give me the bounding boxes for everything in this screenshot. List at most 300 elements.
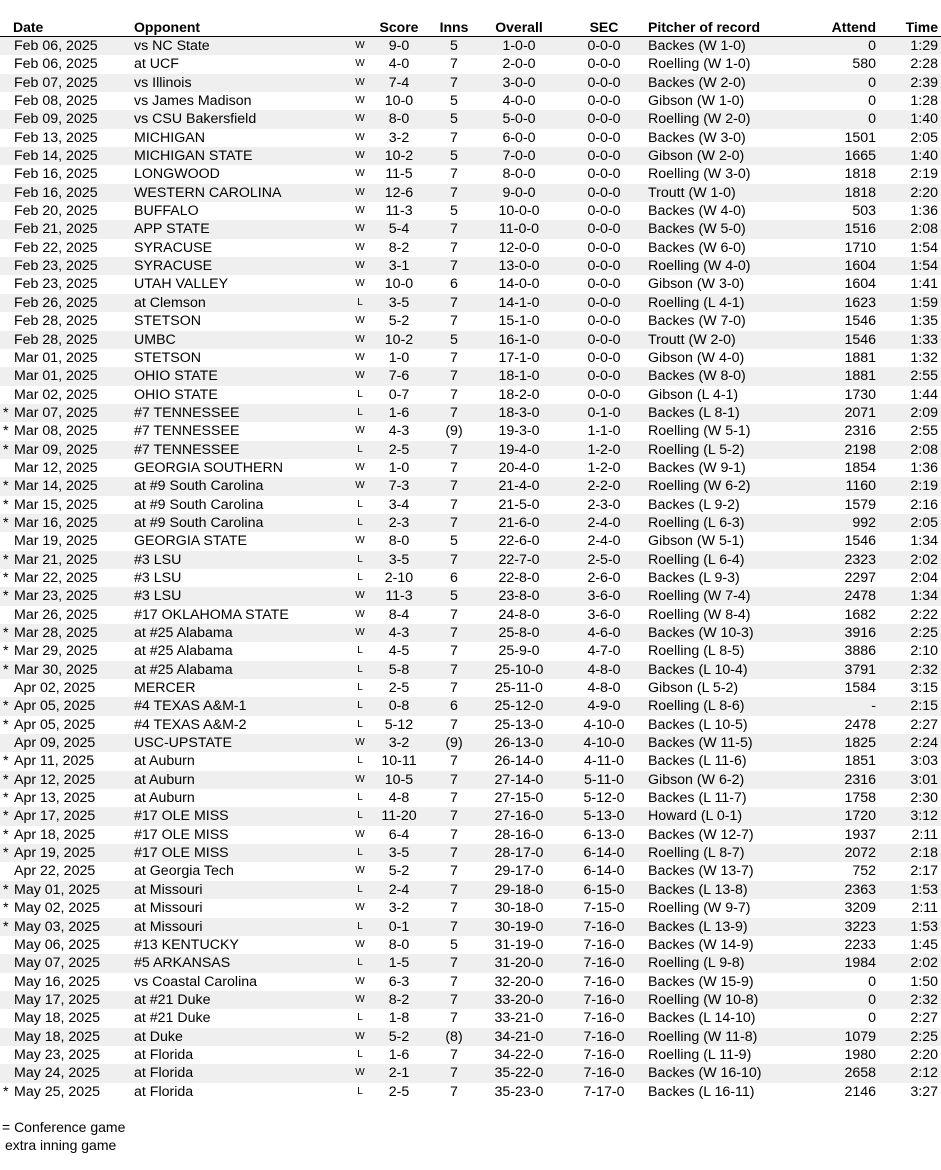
cell-overall: 21-4-0 bbox=[498, 478, 540, 495]
cell-result: W bbox=[355, 461, 365, 473]
cell-score: 3-5 bbox=[388, 294, 410, 311]
cell-opponent: USC-UPSTATE bbox=[134, 735, 233, 752]
cell-attendance: 1730 bbox=[844, 386, 876, 403]
header-time: Time bbox=[905, 19, 938, 35]
cell-result: W bbox=[355, 370, 365, 382]
cell-score: 0-8 bbox=[388, 698, 410, 715]
cell-pitcher: Backes (L 16-11) bbox=[648, 1083, 755, 1100]
cell-pitcher: Backes (W 3-0) bbox=[648, 129, 746, 146]
cell-score: 7-6 bbox=[388, 368, 410, 385]
table-row bbox=[0, 697, 941, 715]
cell-time: 2:10 bbox=[910, 643, 938, 660]
cell-time: 2:19 bbox=[910, 166, 938, 183]
cell-score: 11-3 bbox=[385, 588, 413, 605]
cell-conference-mark: * bbox=[3, 441, 9, 458]
table-row bbox=[0, 496, 941, 514]
cell-sec: 6-15-0 bbox=[583, 881, 625, 898]
cell-date: Mar 26, 2025 bbox=[14, 606, 98, 623]
cell-sec: 7-16-0 bbox=[583, 1028, 625, 1045]
table-row bbox=[0, 1009, 941, 1027]
cell-attendance: 0 bbox=[868, 1010, 876, 1027]
cell-attendance: 1501 bbox=[844, 129, 876, 146]
cell-innings: 7 bbox=[450, 753, 458, 770]
cell-result: L bbox=[357, 571, 363, 583]
cell-sec: 5-12-0 bbox=[583, 790, 625, 807]
legend-conference: = Conference game bbox=[2, 1119, 126, 1135]
cell-innings: 7 bbox=[450, 459, 458, 476]
header-date: Date bbox=[13, 19, 44, 35]
cell-result: W bbox=[355, 1030, 365, 1042]
cell-opponent: at #9 South Carolina bbox=[134, 478, 264, 495]
cell-result: W bbox=[355, 76, 365, 88]
cell-innings: 7 bbox=[450, 514, 458, 531]
cell-sec: 4-10-0 bbox=[583, 735, 625, 752]
cell-conference-mark: * bbox=[3, 588, 9, 605]
cell-innings: 7 bbox=[450, 1046, 458, 1063]
cell-pitcher: Backes (W 16-10) bbox=[648, 1065, 762, 1082]
cell-attendance: 992 bbox=[852, 514, 876, 531]
cell-innings: 7 bbox=[450, 863, 458, 880]
cell-time: 2:28 bbox=[910, 56, 938, 73]
cell-sec: 2-3-0 bbox=[587, 496, 621, 513]
cell-overall: 31-19-0 bbox=[494, 936, 544, 953]
cell-opponent: vs James Madison bbox=[134, 93, 252, 110]
cell-attendance: 1984 bbox=[844, 955, 876, 972]
cell-sec: 6-14-0 bbox=[583, 863, 625, 880]
cell-result: L bbox=[357, 516, 363, 528]
table-row bbox=[0, 74, 941, 92]
table-row bbox=[0, 881, 941, 899]
cell-attendance: 0 bbox=[868, 111, 876, 128]
cell-date: May 07, 2025 bbox=[14, 955, 100, 972]
cell-date: May 02, 2025 bbox=[14, 900, 100, 917]
cell-innings: 7 bbox=[450, 900, 458, 917]
cell-innings: 7 bbox=[450, 826, 458, 843]
table-row bbox=[0, 331, 941, 349]
cell-time: 2:30 bbox=[910, 790, 938, 807]
cell-opponent: #3 LSU bbox=[134, 551, 182, 568]
cell-innings: 7 bbox=[450, 496, 458, 513]
cell-innings: 7 bbox=[450, 551, 458, 568]
cell-score: 10-2 bbox=[384, 331, 414, 348]
cell-pitcher: Backes (L 11-7) bbox=[648, 790, 747, 807]
cell-overall: 18-2-0 bbox=[498, 386, 540, 403]
table-row bbox=[0, 92, 941, 110]
cell-innings: 7 bbox=[450, 918, 458, 935]
cell-date: Feb 28, 2025 bbox=[14, 313, 98, 330]
cell-innings: 7 bbox=[450, 716, 458, 733]
cell-score: 1-0 bbox=[388, 349, 410, 366]
cell-time: 1:53 bbox=[910, 881, 938, 898]
cell-attendance: 2478 bbox=[844, 716, 876, 733]
cell-score: 9-0 bbox=[388, 38, 410, 54]
cell-sec: 5-11-0 bbox=[584, 771, 624, 788]
cell-score: 2-4 bbox=[388, 881, 410, 898]
cell-date: Feb 20, 2025 bbox=[14, 203, 98, 220]
cell-innings: 7 bbox=[450, 680, 458, 697]
cell-pitcher: Backes (W 7-0) bbox=[648, 313, 746, 330]
cell-result: W bbox=[355, 425, 365, 437]
cell-score: 2-5 bbox=[388, 1083, 410, 1100]
cell-time: 3:15 bbox=[910, 680, 938, 697]
cell-overall: 25-10-0 bbox=[494, 661, 544, 678]
cell-conference-mark: * bbox=[3, 790, 9, 807]
table-row bbox=[0, 569, 941, 587]
cell-time: 2:19 bbox=[910, 478, 938, 495]
cell-date: Apr 12, 2025 bbox=[14, 771, 96, 788]
table-row bbox=[0, 404, 941, 422]
cell-pitcher: Backes (L 10-4) bbox=[648, 661, 748, 678]
cell-result: W bbox=[355, 223, 365, 235]
cell-sec: 7-16-0 bbox=[583, 918, 625, 935]
cell-result: L bbox=[357, 957, 363, 969]
cell-score: 5-4 bbox=[388, 221, 410, 238]
cell-sec: 0-0-0 bbox=[587, 111, 621, 128]
cell-conference-mark: * bbox=[3, 900, 9, 917]
cell-opponent: #4 TEXAS A&M-1 bbox=[134, 698, 247, 715]
cell-time: 1:41 bbox=[910, 276, 938, 293]
cell-innings: 7 bbox=[450, 74, 458, 91]
cell-score: 2-5 bbox=[388, 441, 410, 458]
cell-opponent: #7 TENNESSEE bbox=[134, 441, 240, 458]
cell-opponent: OHIO STATE bbox=[134, 386, 218, 403]
cell-overall: 25-12-0 bbox=[494, 698, 544, 715]
cell-sec: 7-16-0 bbox=[583, 955, 625, 972]
table-row bbox=[0, 459, 941, 477]
cell-score: 7-3 bbox=[388, 478, 410, 495]
cell-score: 4-0 bbox=[388, 56, 410, 73]
cell-result: L bbox=[357, 920, 363, 932]
header-opponent: Opponent bbox=[134, 19, 201, 35]
cell-opponent: at #25 Alabama bbox=[134, 643, 233, 660]
cell-result: W bbox=[355, 315, 365, 327]
cell-attendance: 2146 bbox=[844, 1083, 876, 1100]
cell-opponent: at Auburn bbox=[134, 790, 195, 807]
cell-result: W bbox=[355, 95, 365, 107]
cell-pitcher: Backes (W 15-9) bbox=[648, 973, 754, 990]
cell-pitcher: Roelling (L 4-1) bbox=[648, 294, 745, 311]
header-score: Score bbox=[379, 19, 419, 35]
cell-overall: 26-14-0 bbox=[494, 753, 544, 770]
table-row bbox=[0, 477, 941, 495]
cell-sec: 7-16-0 bbox=[583, 1010, 625, 1027]
table-row bbox=[0, 220, 941, 238]
cell-opponent: GEORGIA SOUTHERN bbox=[134, 459, 283, 476]
cell-date: May 06, 2025 bbox=[14, 936, 100, 953]
cell-time: 2:17 bbox=[910, 863, 938, 880]
table-row bbox=[0, 899, 941, 917]
table-row bbox=[0, 826, 941, 844]
cell-overall: 35-23-0 bbox=[494, 1083, 544, 1100]
cell-time: 1:54 bbox=[910, 258, 938, 275]
cell-opponent: at Clemson bbox=[134, 294, 206, 311]
cell-score: 11-5 bbox=[385, 166, 413, 183]
cell-result: L bbox=[357, 810, 363, 822]
cell-sec: 7-15-0 bbox=[583, 900, 625, 917]
cell-date: May 03, 2025 bbox=[14, 918, 100, 935]
cell-sec: 6-14-0 bbox=[583, 845, 625, 862]
cell-overall: 26-13-0 bbox=[494, 735, 544, 752]
table-row bbox=[0, 661, 941, 679]
cell-overall: 28-16-0 bbox=[494, 826, 544, 843]
cell-date: Apr 13, 2025 bbox=[14, 790, 96, 807]
cell-opponent: #17 OLE MISS bbox=[134, 845, 229, 862]
cell-time: 2:08 bbox=[910, 221, 938, 238]
cell-pitcher: Roelling (W 8-4) bbox=[648, 606, 751, 623]
cell-opponent: OHIO STATE bbox=[134, 368, 218, 385]
table-row bbox=[0, 532, 941, 550]
cell-opponent: at #21 Duke bbox=[134, 1010, 211, 1027]
cell-overall: 14-1-0 bbox=[498, 294, 540, 311]
cell-sec: 0-0-0 bbox=[587, 184, 621, 201]
table-body bbox=[0, 37, 941, 1101]
cell-time: 2:55 bbox=[910, 368, 938, 385]
cell-date: Mar 29, 2025 bbox=[14, 643, 98, 660]
cell-result: L bbox=[357, 682, 363, 694]
cell-innings: 5 bbox=[450, 533, 458, 550]
cell-pitcher: Roelling (L 8-5) bbox=[648, 643, 745, 660]
table-row bbox=[0, 918, 941, 936]
cell-sec: 0-0-0 bbox=[587, 349, 621, 366]
cell-attendance: 3209 bbox=[844, 900, 876, 917]
cell-opponent: at Auburn bbox=[134, 771, 195, 788]
table-row bbox=[0, 936, 941, 954]
cell-score: 4-3 bbox=[388, 423, 410, 440]
cell-pitcher: Gibson (L 5-2) bbox=[648, 680, 739, 697]
cell-result: L bbox=[357, 406, 363, 418]
cell-opponent: SYRACUSE bbox=[134, 258, 213, 275]
cell-attendance: 1818 bbox=[844, 184, 876, 201]
cell-pitcher: Roelling (W 10-8) bbox=[648, 991, 759, 1008]
cell-innings: 6 bbox=[450, 698, 458, 715]
cell-result: L bbox=[357, 1012, 363, 1024]
cell-result: W bbox=[355, 608, 365, 620]
cell-score: 5-8 bbox=[388, 661, 410, 678]
cell-attendance: 1937 bbox=[844, 826, 876, 843]
cell-result: W bbox=[355, 975, 365, 987]
cell-attendance: 1160 bbox=[845, 478, 876, 495]
cell-sec: 1-2-0 bbox=[587, 441, 621, 458]
cell-date: Feb 06, 2025 bbox=[14, 38, 98, 54]
cell-date: Feb 28, 2025 bbox=[14, 331, 98, 348]
cell-conference-mark: * bbox=[3, 698, 9, 715]
cell-overall: 22-8-0 bbox=[498, 569, 540, 586]
cell-date: Apr 05, 2025 bbox=[14, 716, 96, 733]
cell-date: Feb 22, 2025 bbox=[14, 239, 98, 256]
cell-time: 1:54 bbox=[910, 239, 938, 256]
table-row bbox=[0, 642, 941, 660]
cell-time: 2:27 bbox=[910, 716, 938, 733]
cell-time: 2:32 bbox=[910, 661, 938, 678]
cell-overall: 1-0-0 bbox=[502, 38, 536, 54]
cell-overall: 6-0-0 bbox=[502, 129, 536, 146]
cell-attendance: 1881 bbox=[844, 368, 876, 385]
cell-score: 3-4 bbox=[388, 496, 410, 513]
cell-score: 10-2 bbox=[384, 148, 414, 165]
cell-opponent: at Florida bbox=[134, 1065, 194, 1082]
cell-result: L bbox=[357, 718, 363, 730]
cell-conference-mark: * bbox=[3, 625, 9, 641]
cell-overall: 21-6-0 bbox=[498, 514, 540, 531]
cell-attendance: 2316 bbox=[844, 771, 876, 788]
cell-date: May 23, 2025 bbox=[14, 1046, 100, 1063]
cell-innings: (8) bbox=[445, 1028, 463, 1045]
cell-overall: 34-21-0 bbox=[494, 1028, 544, 1045]
cell-conference-mark: * bbox=[3, 808, 9, 825]
cell-score: 3-2 bbox=[388, 735, 410, 752]
cell-conference-mark: * bbox=[3, 1083, 9, 1100]
cell-date: Mar 02, 2025 bbox=[14, 386, 98, 403]
cell-innings: 5 bbox=[450, 936, 458, 953]
cell-sec: 0-0-0 bbox=[587, 129, 621, 146]
cell-result: W bbox=[355, 58, 365, 70]
cell-opponent: STETSON bbox=[134, 349, 202, 366]
table-row bbox=[0, 679, 941, 697]
cell-sec: 5-13-0 bbox=[583, 808, 625, 825]
cell-innings: 7 bbox=[450, 973, 458, 990]
cell-sec: 2-2-0 bbox=[587, 478, 621, 495]
cell-score: 11-20 bbox=[381, 808, 417, 825]
cell-date: Apr 09, 2025 bbox=[14, 735, 96, 752]
cell-innings: 7 bbox=[450, 386, 458, 403]
table-row bbox=[0, 37, 941, 55]
cell-opponent: #3 LSU bbox=[134, 588, 182, 605]
cell-pitcher: Gibson (W 5-1) bbox=[648, 533, 745, 550]
cell-date: May 25, 2025 bbox=[14, 1083, 100, 1100]
cell-attendance: 580 bbox=[852, 56, 876, 73]
cell-innings: 5 bbox=[450, 203, 458, 220]
table-row bbox=[0, 239, 941, 257]
cell-overall: 12-0-0 bbox=[498, 239, 540, 256]
table-row bbox=[0, 165, 941, 183]
table-row bbox=[0, 184, 941, 202]
cell-time: 2:09 bbox=[910, 404, 938, 421]
cell-pitcher: Backes (W 14-9) bbox=[648, 936, 754, 953]
cell-innings: 7 bbox=[450, 313, 458, 330]
cell-attendance: 1623 bbox=[844, 294, 876, 311]
cell-conference-mark: * bbox=[3, 716, 9, 733]
cell-result: W bbox=[355, 590, 365, 602]
cell-time: 2:16 bbox=[910, 496, 938, 513]
cell-date: Mar 01, 2025 bbox=[14, 368, 98, 385]
cell-conference-mark: * bbox=[3, 753, 9, 770]
cell-innings: 5 bbox=[450, 111, 458, 128]
cell-time: 1:33 bbox=[910, 331, 938, 348]
header-overall: Overall bbox=[495, 19, 543, 35]
cell-score: 5-12 bbox=[384, 716, 414, 733]
cell-attendance: 2072 bbox=[844, 845, 876, 862]
cell-opponent: GEORGIA STATE bbox=[134, 533, 247, 550]
legend-extra-inning: extra inning game bbox=[5, 1137, 117, 1153]
cell-time: 2:18 bbox=[910, 845, 938, 862]
cell-result: L bbox=[357, 755, 363, 767]
cell-time: 2:20 bbox=[910, 1046, 938, 1063]
cell-innings: 7 bbox=[450, 239, 458, 256]
cell-date: Mar 22, 2025 bbox=[14, 569, 98, 586]
cell-innings: 7 bbox=[450, 881, 458, 898]
table-row bbox=[0, 734, 941, 752]
cell-sec: 0-0-0 bbox=[587, 166, 621, 183]
cell-score: 3-2 bbox=[388, 129, 410, 146]
cell-date: Feb 16, 2025 bbox=[14, 166, 98, 183]
cell-opponent: #17 OLE MISS bbox=[134, 808, 229, 825]
cell-attendance: 2297 bbox=[844, 569, 876, 586]
cell-time: 2:04 bbox=[910, 569, 938, 586]
cell-pitcher: Roelling (W 11-8) bbox=[648, 1028, 758, 1045]
cell-date: Apr 05, 2025 bbox=[14, 698, 96, 715]
cell-overall: 18-3-0 bbox=[498, 404, 540, 421]
cell-overall: 31-20-0 bbox=[494, 955, 544, 972]
cell-conference-mark: * bbox=[3, 826, 9, 843]
cell-sec: 0-0-0 bbox=[587, 313, 621, 330]
cell-time: 2:02 bbox=[910, 551, 938, 568]
cell-innings: 7 bbox=[450, 1083, 458, 1100]
cell-time: 2:02 bbox=[910, 955, 938, 972]
table-row bbox=[0, 202, 941, 220]
cell-date: Apr 02, 2025 bbox=[14, 680, 96, 697]
cell-attendance: 3886 bbox=[844, 643, 876, 660]
cell-attendance: 503 bbox=[852, 203, 876, 220]
cell-innings: 7 bbox=[450, 221, 458, 238]
cell-attendance: - bbox=[871, 698, 876, 715]
table-row bbox=[0, 587, 941, 605]
cell-pitcher: Backes (L 14-10) bbox=[648, 1010, 756, 1027]
cell-result: W bbox=[355, 168, 365, 180]
cell-attendance: 0 bbox=[868, 973, 876, 990]
cell-score: 4-8 bbox=[388, 790, 410, 807]
cell-attendance: 1758 bbox=[844, 790, 876, 807]
cell-result: W bbox=[355, 993, 365, 1005]
cell-pitcher: Troutt (W 1-0) bbox=[648, 184, 736, 201]
cell-time: 3:03 bbox=[910, 753, 938, 770]
cell-overall: 29-17-0 bbox=[494, 863, 544, 880]
cell-time: 2:11 bbox=[911, 900, 938, 917]
cell-score: 6-4 bbox=[388, 826, 410, 843]
cell-sec: 0-0-0 bbox=[587, 203, 621, 220]
cell-attendance: 1546 bbox=[844, 313, 876, 330]
cell-time: 2:05 bbox=[910, 129, 938, 146]
cell-score: 6-3 bbox=[388, 973, 410, 990]
cell-date: May 01, 2025 bbox=[14, 881, 100, 898]
cell-score: 10-11 bbox=[381, 753, 417, 770]
cell-time: 2:24 bbox=[910, 735, 938, 752]
cell-pitcher: Backes (L 13-9) bbox=[648, 918, 748, 935]
cell-attendance: 3223 bbox=[844, 918, 876, 935]
cell-time: 2:39 bbox=[910, 74, 938, 91]
cell-pitcher: Roelling (W 1-0) bbox=[648, 56, 751, 73]
cell-pitcher: Backes (W 4-0) bbox=[648, 203, 746, 220]
cell-pitcher: Gibson (W 2-0) bbox=[648, 148, 745, 165]
cell-conference-mark: * bbox=[3, 404, 9, 421]
cell-date: Mar 15, 2025 bbox=[14, 496, 98, 513]
header-pitcher: Pitcher of record bbox=[648, 19, 761, 35]
cell-time: 1:36 bbox=[910, 203, 938, 220]
cell-result: W bbox=[355, 260, 365, 272]
cell-score: 2-5 bbox=[388, 680, 410, 697]
cell-sec: 0-0-0 bbox=[587, 368, 621, 385]
cell-sec: 0-0-0 bbox=[587, 331, 621, 348]
cell-score: 8-4 bbox=[388, 606, 410, 623]
cell-conference-mark: * bbox=[3, 423, 9, 440]
cell-date: Feb 21, 2025 bbox=[14, 221, 98, 238]
cell-score: 5-2 bbox=[388, 1028, 410, 1045]
cell-score: 0-7 bbox=[388, 386, 410, 403]
cell-date: Feb 06, 2025 bbox=[14, 56, 98, 73]
cell-innings: 7 bbox=[450, 56, 458, 73]
cell-pitcher: Roelling (W 9-7) bbox=[648, 900, 751, 917]
cell-time: 1:50 bbox=[910, 973, 938, 990]
cell-overall: 14-0-0 bbox=[498, 276, 540, 293]
